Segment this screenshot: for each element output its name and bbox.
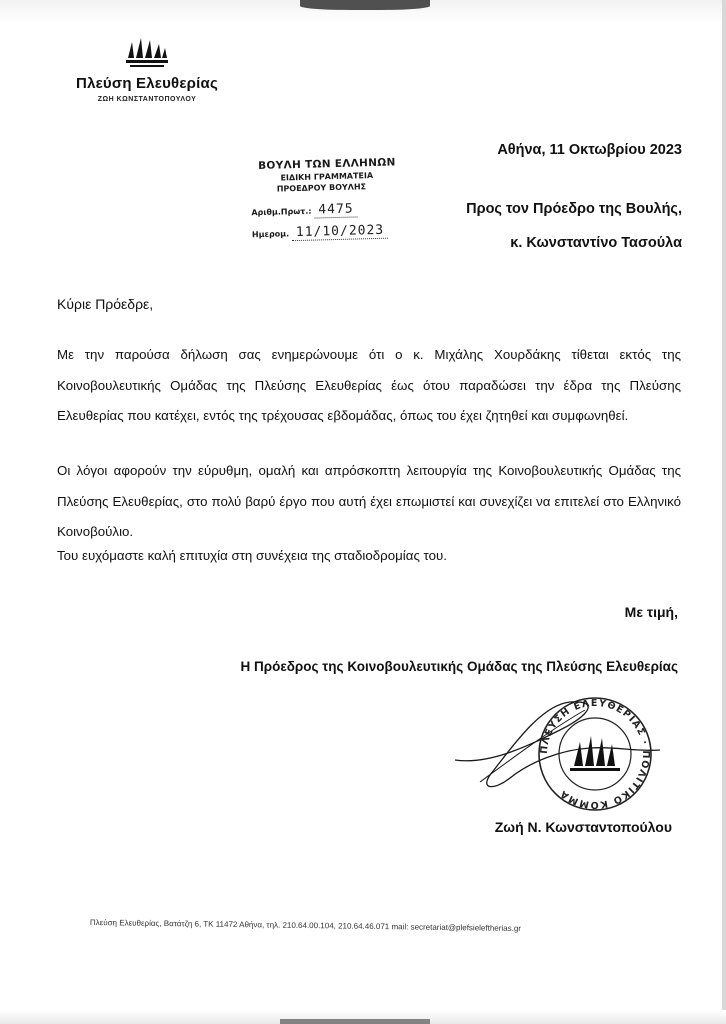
protocol-label: Αριθμ.Πρωτ.: xyxy=(251,206,312,218)
footer-contact: Πλεύση Ελευθερίας, Βατάτζη 6, ΤΚ 11472 Αθήνα, τηλ. 210.64.00.104, 210.64.46.071 mail: secretariat@plefsieleftherias.gr xyxy=(89,918,522,934)
scan-right-edge xyxy=(722,0,726,1024)
scan-top-edge xyxy=(0,0,726,22)
recipient-line-2: κ. Κωνσταντίνο Τασούλα xyxy=(510,235,682,251)
paragraph-3: Του ευχόμαστε καλή επιτυχία στη συνέχεια της σταδιοδρομίας του. xyxy=(57,548,447,563)
stamp-date-row xyxy=(252,223,389,242)
recipient-line-1: Προς τον Πρόεδρο της Βουλής, xyxy=(466,201,682,217)
scan-bottom-edge xyxy=(0,1010,726,1024)
stamp-protocol-row xyxy=(251,201,358,219)
stamp-date-label: Ημερομ. xyxy=(251,229,290,240)
signer-name: Ζωή Ν. Κωνσταντοπούλου xyxy=(494,819,672,835)
sailing-ship-icon xyxy=(124,36,170,68)
closing-regards: Με τιμή, xyxy=(624,604,678,620)
seal-text: ΠΛΕΥΣΗ ΕΛΕΥΘΕΡΙΑΣ · ΠΟΛΙΤΙΚΟ ΚΟΜΜΑ xyxy=(538,697,652,811)
signer-title: Η Πρόεδρος της Κοινοβουλευτικής Ομάδας της Πλεύσης Ελευθερίας xyxy=(240,659,678,674)
party-subtitle: ΖΩΗ ΚΩΝΣΤΑΝΤΟΠΟΥΛΟΥ xyxy=(97,96,197,103)
letter-date: Αθήνα, 11 Οκτωβρίου 2023 xyxy=(497,142,682,158)
party-name: Πλεύση Ελευθερίας xyxy=(76,75,218,92)
signature-and-seal xyxy=(450,690,680,815)
stamp-line-2: ΕΙΔΙΚΗ ΓΡΑΜΜΑΤΕΙΑ xyxy=(280,171,374,183)
stamp-date-value: 11/10/2023 xyxy=(292,223,389,242)
paragraph-1: Με την παρούσα δήλωση σας ενημερώνουμε ότι ο κ. Μιχάλης Χουρδάκης τίθεται εκτός της Κοινοβουλευτικής Ομάδας της Πλεύσης Ελευθερίας έως ότου παραδώσει την έδρα της Πλεύσης Ελευθερίας που κατέχει, εντός της τρέχουσας εβδομάδας, όπως του έχει ζητηθεί και συμφωνηθεί. xyxy=(57,347,681,423)
salutation: Κύριε Πρόεδρε, xyxy=(57,296,154,312)
stamp-line-3: ΠΡΟΕΔΡΟΥ ΒΟΥΛΗΣ xyxy=(276,182,367,194)
protocol-number: 4475 xyxy=(314,201,358,218)
paragraph-2: Οι λόγοι αφορούν την εύρυθμη, ομαλή και απρόσκοπτη λειτουργία της Κοινοβουλευτικής Ομάδας της Πλεύσης Ελευθερίας, στο πολύ βαρύ έργο που αυτή έχει επωμιστεί και συνεχίζει να επιτελεί στο Ελληνικό Κοινοβούλιο. xyxy=(57,463,681,539)
stamp-line-1: ΒΟΥΛΗ ΤΩΝ ΕΛΛΗΝΩΝ xyxy=(258,156,396,173)
seal-ship-icon xyxy=(570,736,620,771)
parliament-stamp xyxy=(248,156,423,241)
